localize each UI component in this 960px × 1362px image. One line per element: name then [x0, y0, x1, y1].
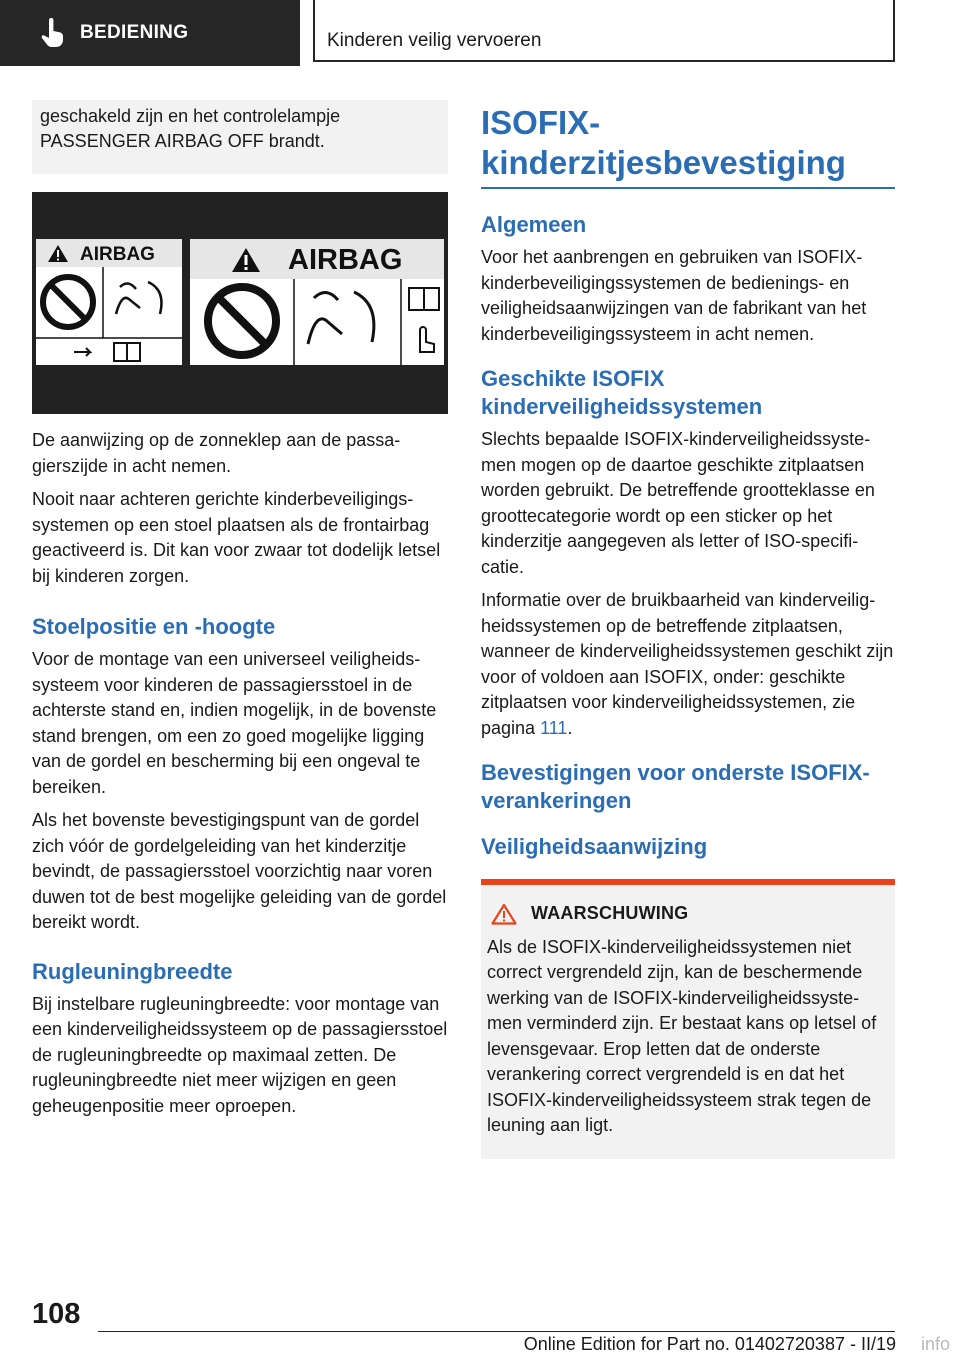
- warning-box: [481, 879, 895, 1159]
- page-number: 108: [32, 1298, 81, 1330]
- paragraph-zonneklep: De aanwijzing op de zonneklep aan de passagierszijde in acht nemen.: [32, 430, 401, 476]
- section-label: BEDIENING: [80, 22, 189, 43]
- paragraph-algemeen: Voor het aanbrengen en gebruiken van ISOFIX-kinderbeveiligingssystemen de bedienings- en veiligheidsaanwijzingen van de fabrikant van het kinderbeveiligingssysteem in acht nemen.: [481, 247, 867, 344]
- heading-bevestigingen: Bevestigingen voor onderste ISOFIX-verankeringen: [481, 760, 870, 813]
- warning-header: [487, 901, 885, 927]
- heading-veiligheidsaanwijzing: Veiligheidsaanwijzing: [481, 834, 708, 859]
- heading-rugleuningbreedte: Rugleuningbreedte: [32, 958, 233, 984]
- heading-geschikte-systemen: Geschikte ISOFIX kinderveiligheidssystemen: [481, 366, 763, 419]
- chapter-title: Kinderen veilig vervoeren: [327, 30, 542, 51]
- large-airbag-label: AIRBAG: [288, 244, 403, 276]
- paragraph-bevestigingspunt: Als het bovenste bevestigingspunt van de gordel zich vóór de gordelgeleiding van het kinderzitje bevindt, de passagiersstoel voorzichtig naar voren duwen tot de best mogelijke geleiding van de gordel bereikt wordt.: [32, 810, 447, 932]
- edition-text: Online Edition for Part no. 01402720387 - II/19: [523, 1334, 896, 1354]
- pointing-hand-icon: [40, 18, 66, 48]
- paragraph-geschikt: Slechts bepaalde ISOFIX-kinderveiligheidssystemen mogen op de daartoe geschikte zitplaatsen worden gebruikt. De betreffende grootteklasse en groottecategorie wordt op een sticker op het kinderzitje aangegeven als letter of ISO-specificatie.: [481, 429, 875, 577]
- chapter-header: [313, 0, 895, 62]
- note-box: geschakeld zijn en het controlelampje PASSENGER AIRBAG OFF brandt.: [32, 100, 448, 174]
- paragraph-montage: Voor de montage van een universeel veiligheidssysteem voor kinderen de passagiersstoel in de achterste stand en, indien mogelijk, in de bovenste stand brengen, om een zo goed mogelijke ligging van de gordel en bescherming bij een ongeval te bereiken.: [32, 649, 437, 797]
- paragraph-informatie: [481, 588, 895, 741]
- paragraph-informatie-end: .: [567, 717, 573, 738]
- heading-algemeen: Algemeen: [481, 212, 587, 237]
- heading-stoelpositie: Stoelpositie en -hoogte: [32, 614, 276, 639]
- warning-title: WAARSCHUWING: [531, 903, 689, 923]
- section-tab: [0, 0, 300, 66]
- small-airbag-label: AIRBAG: [80, 244, 155, 265]
- paragraph-frontairbag: Nooit naar achteren gerichte kinderbeveiligingssystemen op een stoel plaatsen als de frontairbag geactiveerd is. Dit kan voor zwaar tot dodelijk letsel bij kinderen zorgen.: [32, 489, 441, 586]
- left-column: [32, 100, 448, 1127]
- footer-divider: [98, 1331, 895, 1332]
- page-reference-link[interactable]: 111: [540, 717, 568, 738]
- warning-triangle-icon: [491, 903, 517, 925]
- page-title: ISOFIX-kinderzitjesbevestiging: [481, 103, 895, 189]
- airbag-warning-image: [32, 192, 448, 414]
- right-column: [481, 103, 895, 1159]
- paragraph-rugleuning: Bij instelbare rugleuningbreedte: voor montage van een kinderveiligheidssysteem op de passagiersstoel de rugleuningbreedte op maximaal zetten. De rugleuningbreedte niet meer wijzigen en geen geheugenpositie meer oproepen.: [32, 993, 448, 1116]
- warning-text: Als de ISOFIX-kinderveiligheidssystemen niet correct vergrendeld zijn, kan de beschermende werking van de ISOFIX-kinderveiligheidssystemen verminderd zijn. Er bestaat kans op letsel of levensgevaar. Erop letten dat de onderste verankering correct vergrendeld is en dat het ISOFIX-kinderveiligheidssysteem strak tegen de leuning aan ligt.: [487, 936, 877, 1135]
- watermark-text: info: [920, 1334, 950, 1354]
- paragraph-informatie-text: Informatie over de bruikbaarheid van kinderveiligheidssystemen op de betreffende zitplaatsen, wanneer de kinderveiligheidssystemen geschikt zijn voor of voldoen aan ISOFIX, onder: geschikte zitplaatsen voor kinderveiligheidssystemen, zie pagina: [481, 590, 894, 738]
